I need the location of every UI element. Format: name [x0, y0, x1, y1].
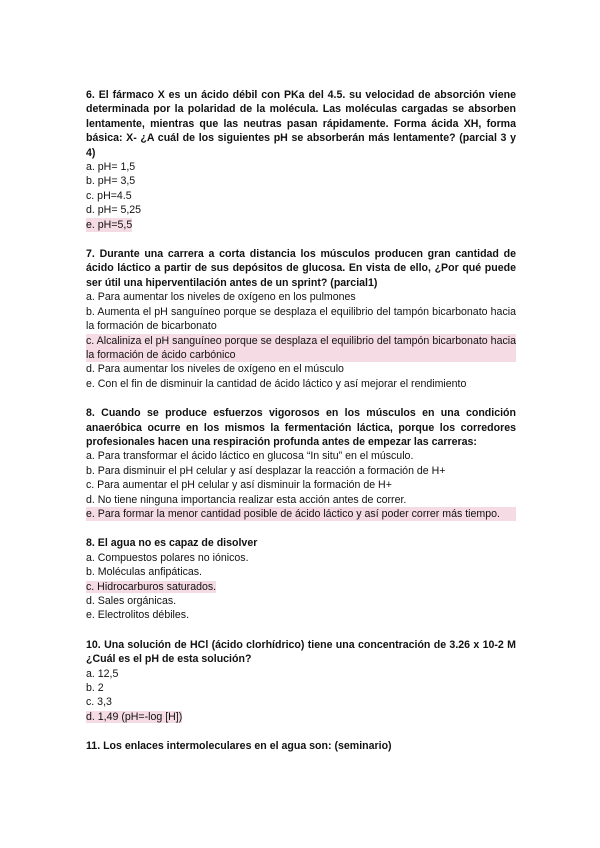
option-e-highlighted: e. pH=5,5 — [86, 218, 133, 231]
option-c: c. Para aumentar el pH celular y así disminuir la formación de H+ — [86, 479, 392, 492]
option-c: c. pH=4.5 — [86, 189, 132, 202]
highlight-span: c. Hidrocarburos saturados. — [86, 580, 217, 593]
option-a: a. Compuestos polares no iónicos. — [86, 551, 249, 564]
question-text: 11. Los enlaces intermoleculares en el agua son: (seminario) — [86, 740, 392, 753]
option-list — [86, 449, 516, 521]
option-b: b. 2 — [86, 682, 104, 695]
option-c-highlighted: c. Alcaliniza el pH sanguíneo porque se desplaza el equilibrio del tampón bicarbonato hacia la formación de ácido carbónico — [86, 334, 516, 361]
question-8b — [86, 536, 516, 622]
option-list — [86, 290, 516, 391]
option-e: e. Con el fin de disminuir la cantidad de ácido láctico y así mejorar el rendimiento — [86, 377, 467, 390]
option-d: d. Sales orgánicas. — [86, 595, 177, 607]
option-list — [86, 667, 516, 725]
question-8a — [86, 406, 516, 521]
option-c-highlighted — [86, 580, 516, 594]
option-b: b. Para disminuir el pH celular y así desplazar la reacción a formación de H+ — [86, 464, 446, 477]
question-7 — [86, 247, 516, 391]
option-d: d. Para aumentar los niveles de oxígeno en el músculo — [86, 363, 344, 376]
question-text: 8. Cuando se produce esfuerzos vigorosos en los músculos en una condición anaeróbica ocurre en los mismos la fermentación láctica, porque los corredores profesionales hacen una respiración profunda antes de empezar las carreras: — [86, 407, 516, 448]
option-d: d. pH= 5,25 — [86, 204, 142, 217]
option-c: c. 3,3 — [86, 696, 112, 709]
question-text: 7. Durante una carrera a corta distancia los músculos producen gran cantidad de ácido láctico a partir de sus depósitos de glucosa. En vista de ello, ¿Por qué puede ser útil una hiperventilación antes de un sprint? (parcial1) — [86, 248, 516, 289]
option-b: b. Aumenta el pH sanguíneo porque se desplaza el equilibrio del tampón bicarbonato hacia la formación de bicarbonato — [86, 305, 516, 333]
question-11 — [86, 739, 516, 753]
option-b: b. Moléculas anfipáticas. — [86, 566, 203, 579]
question-6 — [86, 88, 516, 232]
document-page — [86, 88, 516, 769]
option-a: a. Para aumentar los niveles de oxígeno en los pulmones — [86, 291, 356, 304]
option-e: e. Electrolitos débiles. — [86, 609, 190, 622]
highlight-span: d. 1,49 (pH=-log [H]) — [86, 710, 183, 723]
question-10 — [86, 638, 516, 724]
option-list — [86, 551, 516, 623]
option-d: d. No tiene ninguna importancia realizar esta acción antes de correr. — [86, 493, 407, 506]
question-text: 6. El fármaco X es un ácido débil con PKa del 4.5. su velocidad de absorción viene determinada por la polaridad de la molécula. Las moléculas cargadas se absorben lentamente, mientras que las neutras pasan rápidamente. Forma ácida XH, forma básica: X- ¿A cuál de los siguientes pH se absorberán más lentamente? (parcial 3 y 4) — [86, 89, 516, 159]
option-a: a. Para transformar el ácido láctico en glucosa “In situ” en el músculo. — [86, 450, 414, 463]
option-a: a. pH= 1,5 — [86, 161, 136, 174]
option-list — [86, 160, 516, 232]
option-a: a. 12,5 — [86, 667, 119, 680]
option-b: b. pH= 3,5 — [86, 175, 136, 188]
question-text: 8. El agua no es capaz de disolver — [86, 537, 258, 550]
option-e-highlighted: e. Para formar la menor cantidad posible de ácido láctico y así poder correr más tiempo. — [86, 507, 516, 521]
question-text: 10. Una solución de HCl (ácido clorhídrico) tiene una concentración de 3.26 x 10-2 M ¿Cuál es el pH de esta solución? — [86, 638, 516, 666]
option-d-highlighted — [86, 710, 516, 724]
